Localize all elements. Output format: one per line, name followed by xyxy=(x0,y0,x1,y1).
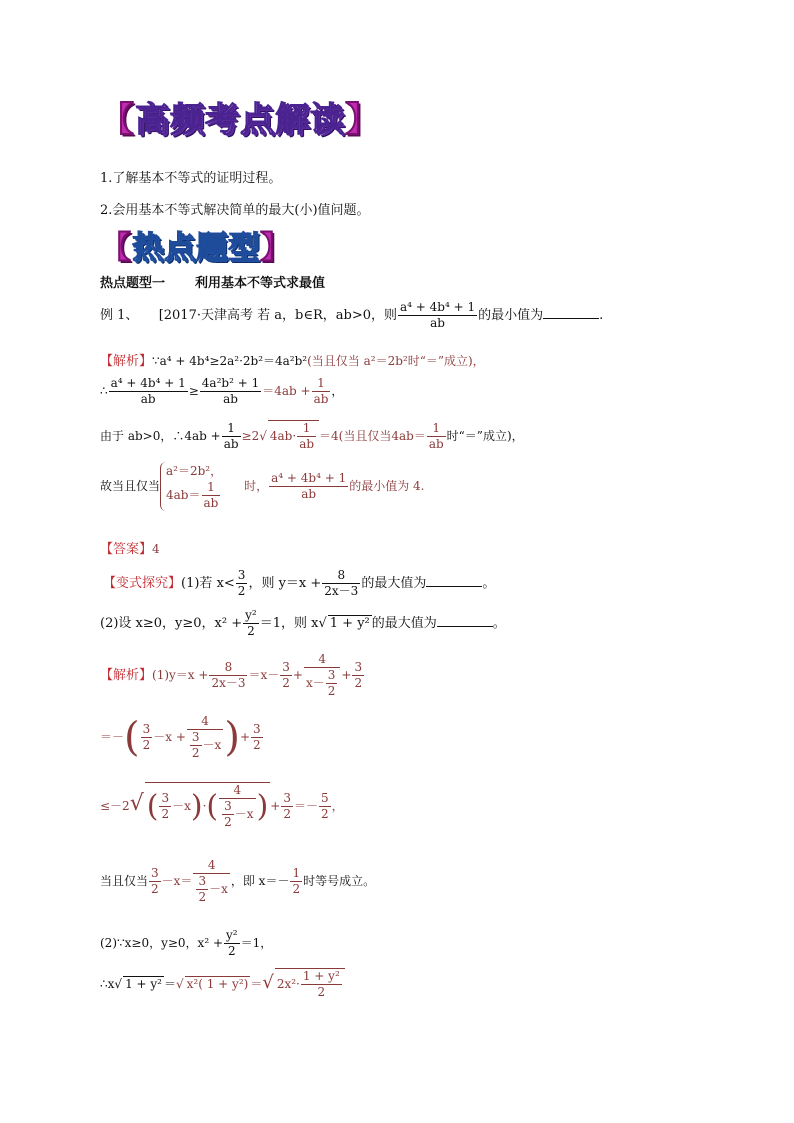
solution-1-line-3: 由于 ab>0，∴4ab + $\frac{1}{ab}$ ≥2√ 4ab· $\frac{1}{ab}$ ＝4(当且仅当4ab＝ $\frac{1}{ab}$ 时“＝”成立)， xyxy=(100,421,524,451)
section-banner-exam-points: 【高频考点解读】 xyxy=(100,100,380,140)
example-1-question: 例 1、 [2017·天津高考 若 a，b∈R，ab>0，则 $\frac{\text{a⁴ + 4b⁴ + 1}}{ab}$ 的最小值为 . xyxy=(100,300,604,330)
solution-2-line-2: ＝－( $\frac{3}{2}$ －x + 4 $\frac{3}{2}$ －x )+ $\frac{3}{2}$ xyxy=(100,714,261,761)
hot-topic-heading: 热点题型一 利用基本不等式求最值 xyxy=(100,276,326,291)
answer-blank xyxy=(437,626,493,627)
solution-1-line-4: 故当且仅当 a²＝2b²， 4ab＝ $\frac{1}{ab}$ 时， $\frac{\text{a⁴ + 4b⁴ + 1}}{ab}$ 的最小值为 4. xyxy=(100,464,425,510)
solution-2-line-4: 当且仅当 $\frac{3}{2}$ －x＝ 4 $\frac{3}{2}$ －x ，即 x＝－ $\frac{1}{2}$ 时等号成立。 xyxy=(100,858,376,904)
section-banner-hot-topics: 【热点题型】 xyxy=(100,230,292,266)
answer-blank xyxy=(543,318,599,319)
square-root: 1 + y² xyxy=(329,616,370,631)
variant-question-2: (2)设 x≥0，y≥0，x² + $\frac{\text{y²}}{2}$ ＝1，则 x√ 1 + y² 的最大值为 。 xyxy=(100,608,506,638)
banner-title: 高频考点解读 xyxy=(135,100,345,140)
square-root: 1 + y² xyxy=(125,977,162,991)
variant-question-1: 【变式探究】(1)若 x< $\frac{3}{2}$ ，则 y＝x + $\frac{8}{2x-3}$ 的最大值为 。 xyxy=(103,568,496,598)
solution-2-line-6: ∴x√ 1 + y² ＝√ x²( 1 + y²) ＝√ 2x²· $\frac{\text{1 + y²}}{2}$ xyxy=(100,968,345,1000)
square-root: x²( 1 + y²) xyxy=(186,977,249,991)
solution-2-line-5: (2)∵x≥0，y≥0，x² + $\frac{\text{y²}}{2}$ ＝1， xyxy=(100,928,273,958)
square-root: 2x²· $\frac{\text{1 + y²}}{2}$ xyxy=(275,968,345,1000)
solution-1-line-2: ∴ $\frac{\text{a⁴ + 4b⁴ + 1}}{ab}$ ≥ $\frac{\text{4a²b² + 1}}{ab}$ ＝4ab + $\frac{1}{ab}$ ， xyxy=(100,376,344,406)
fraction: $\frac{\text{a⁴ + 4b⁴ + 1}}{ab}$ xyxy=(399,300,476,330)
solution-1-line-1: 【解析】∵a⁴ + 4b⁴≥2a²·2b²＝4a²b²(当且仅当 a²＝2b²时“＝”成立)， xyxy=(100,354,485,369)
banner-title: 热点题型 xyxy=(132,230,260,266)
equation-system: a²＝2b²， 4ab＝ $\frac{1}{ab}$ xyxy=(160,462,222,511)
solution-2-line-1: 【解析】(1)y＝x + $\frac{8}{2x-3}$ ＝x－ $\frac{3}{2}$ + 4 x－ $\frac{3}{2}$ + $\frac{3}{2}$ xyxy=(100,652,363,698)
square-root: 4ab· $\frac{1}{ab}$ xyxy=(268,420,319,452)
square-root: ( $\frac{3}{2}$ －x)·( 4 $\frac{3}{2}$ －x ) xyxy=(146,783,269,829)
objective-item: 1.了解基本不等式的证明过程。 xyxy=(100,171,282,186)
objective-item: 2.会用基本不等式解决简单的最大(小)值问题。 xyxy=(100,203,370,218)
answer-1: 【答案】4 xyxy=(100,542,160,557)
answer-blank xyxy=(426,586,482,587)
solution-2-line-3: ≤－2√ ( $\frac{3}{2}$ －x)·( 4 $\frac{3}{2}$ －x ) + $\frac{3}{2}$ ＝－ $\frac{5}{2}$ ， xyxy=(100,783,344,829)
